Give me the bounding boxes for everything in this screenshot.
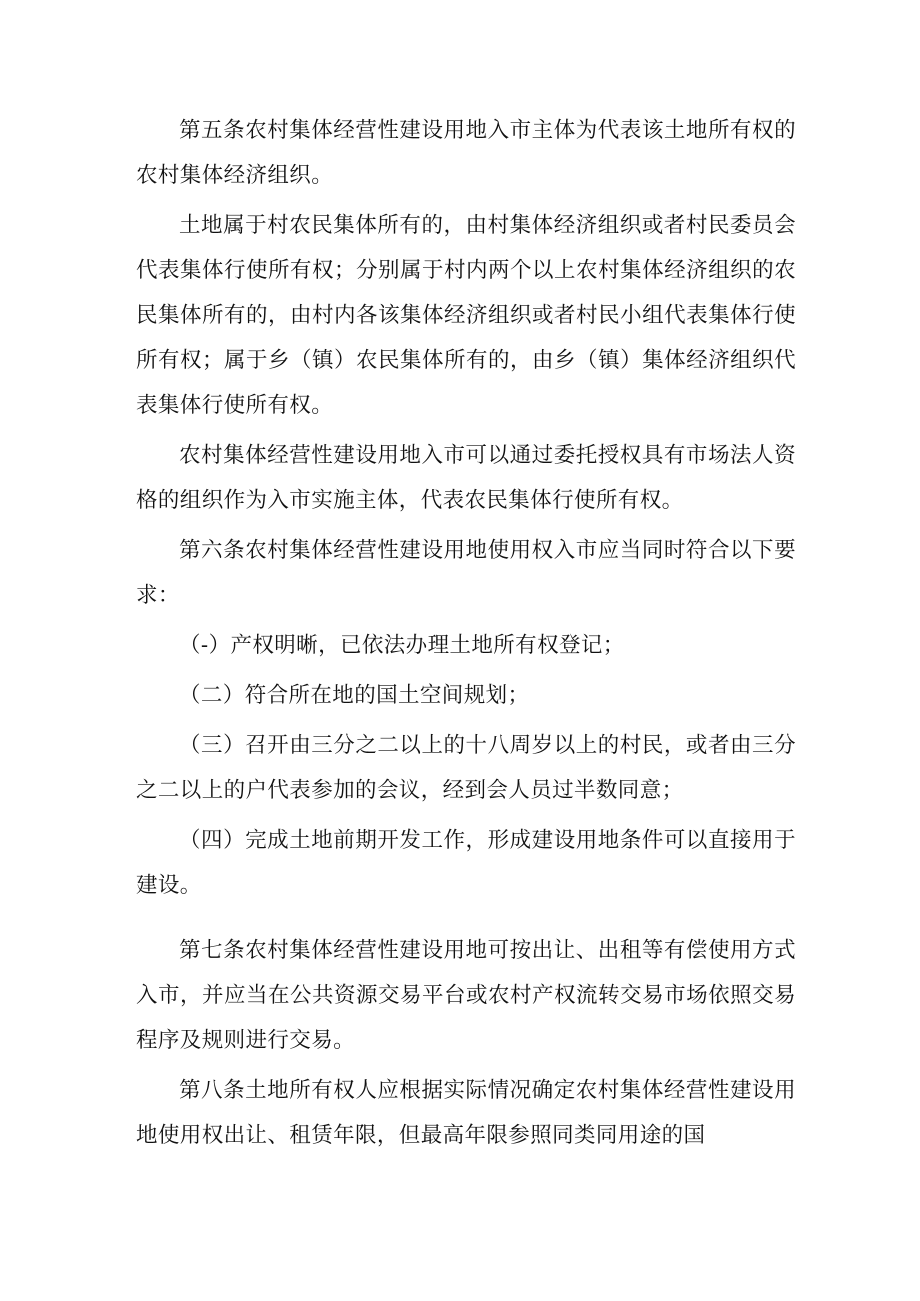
list-item-requirement-2: （二）符合所在地的国土空间规划；: [179, 683, 530, 708]
paragraph-village-ownership: 土地属于村农民集体所有的，由村集体经济组织或者村民委员会代表集体行使所有权；分别属于村内两个以上农村集体经济组织的农民集体所有的，由村内各该集体经济组织或者村民小组代表集体行使所有权；属于乡（镇）农民集体所有的，由乡（镇）集体经济组织代表集体行使所有权。: [136, 213, 796, 418]
paragraph-article-5: 第五条农村集体经营性建设用地入市主体为代表该土地所有权的农村集体经济组织。: [136, 118, 796, 188]
document-body: [136, 108, 796, 1163]
paragraph-article-7: 第七条农村集体经营性建设用地可按出让、出租等有偿使用方式入市，并应当在公共资源交易平台或农村产权流转交易市场依照交易程序及规则进行交易。: [136, 938, 796, 1053]
paragraph-article-6: 第六条农村集体经营性建设用地使用权入市应当同时符合以下要求：: [136, 538, 796, 608]
paragraph-article-8: 第八条土地所有权人应根据实际情况确定农村集体经营性建设用地使用权出让、租赁年限，但最高年限参照同类同用途的国: [136, 1078, 796, 1148]
list-item-requirement-4: （四）完成土地前期开发工作，形成建设用地条件可以直接用于建设。: [136, 828, 796, 898]
list-item-requirement-1: （-）产权明晰，已依法办理土地所有权登记；: [179, 633, 625, 658]
paragraph-entrusted-entity: 农村集体经营性建设用地入市可以通过委托授权具有市场法人资格的组织作为入市实施主体，代表农民集体行使所有权。: [136, 443, 796, 513]
list-item-requirement-3: （三）召开由三分之二以上的十八周岁以上的村民，或者由三分之二以上的户代表参加的会议，经到会人员过半数同意；: [136, 733, 796, 803]
